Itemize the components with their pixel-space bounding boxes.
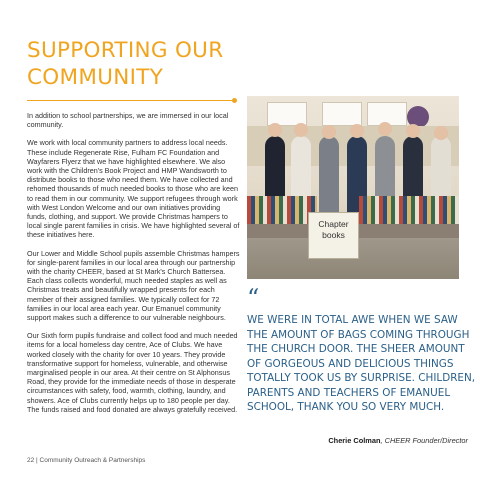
- photo-head: [322, 125, 336, 139]
- chapter-books-sign: Chapter books: [308, 212, 359, 259]
- photo-head: [406, 124, 420, 138]
- pull-quote: WE WERE IN TOTAL AWE WHEN WE SAW THE AMOUNT OF BAGS COMING THROUGH THE CHURCH DOOR. THE SHEER AMOUNT OF GORGEOUS AND DELICIOUS THINGS TOTALLY TOOK US BY SURPRISE. CHILDREN, PARENTS AND TEACHERS OF EMANUEL SCHOOL, THANK YOU SO VERY MUCH.: [247, 314, 476, 413]
- photo-head: [268, 123, 282, 137]
- page-title: SUPPORTING OUR COMMUNITY: [27, 38, 224, 90]
- photo-window: [322, 102, 362, 126]
- sixth-form-paragraph: Our Sixth form pupils fundraise and collect food and much needed items for a local homeless day centre, Ace of Clubs. We have worked closely with the charity for over 10 years. They provide transformative support for homeless, vulnerable, and otherwise marginalised people in our area. At their centre on St Alphonsus Road, they provide for the immediate needs of those in desperate circumstances with safety, food, warmth, clothing, laundry, and showers. Ace of Clubs currently helps up to 180 people per day. The funds raised and food donated are always gratefully received.: [27, 331, 238, 414]
- book-stack: [359, 196, 459, 226]
- intro-paragraph: In addition to school partnerships, we are immersed in our local community.: [27, 111, 229, 130]
- title-divider: [27, 100, 234, 101]
- quote-mark: “: [247, 284, 260, 312]
- divider-dot: [232, 98, 237, 103]
- book-stack: [247, 196, 317, 226]
- attribution-name: Cherie Colman: [328, 436, 381, 445]
- page-footer: 22 | Community Outreach & Partnerships: [27, 457, 146, 464]
- hampers-paragraph: Our Lower and Middle School pupils assemble Christmas hampers for single-parent families in our local area through our partnership with the charity CHEER, based at St Mark's Church Battersea. Each class collects wonderful, much needed staples as well as Christmas treats and beautifully wrapped presents for each member of their assigned families. We typically collect for 72 families in our local area each year. Our Emanuel community support makes such a difference to our vulnerable neighbours.: [27, 248, 240, 323]
- photo-head: [294, 123, 308, 137]
- attribution-role: , CHEER Founder/Director: [380, 436, 468, 445]
- photo-head: [350, 124, 364, 138]
- partners-paragraph: We work with local community partners to address local needs. These include Regenerate Rise, Fulham FC Foundation and Wayfarers Flyerz that we have highlighted elsewhere. We also work with the Children's Book Project and HMP Wandsworth to distribute books to those who need them. We have collected and rehomed thousands of much needed books to those who are keen to read them in our community. We support refugees through work with West London Welcome and our own initiatives providing funds, clothing, and support. We provide Christmas hampers to local single parent families in crisis. We have highlighted several of these initiatives here.: [27, 138, 240, 240]
- body-text: [27, 111, 241, 423]
- photo-head: [434, 126, 448, 140]
- quote-attribution: [328, 436, 468, 445]
- photo-head: [378, 122, 392, 136]
